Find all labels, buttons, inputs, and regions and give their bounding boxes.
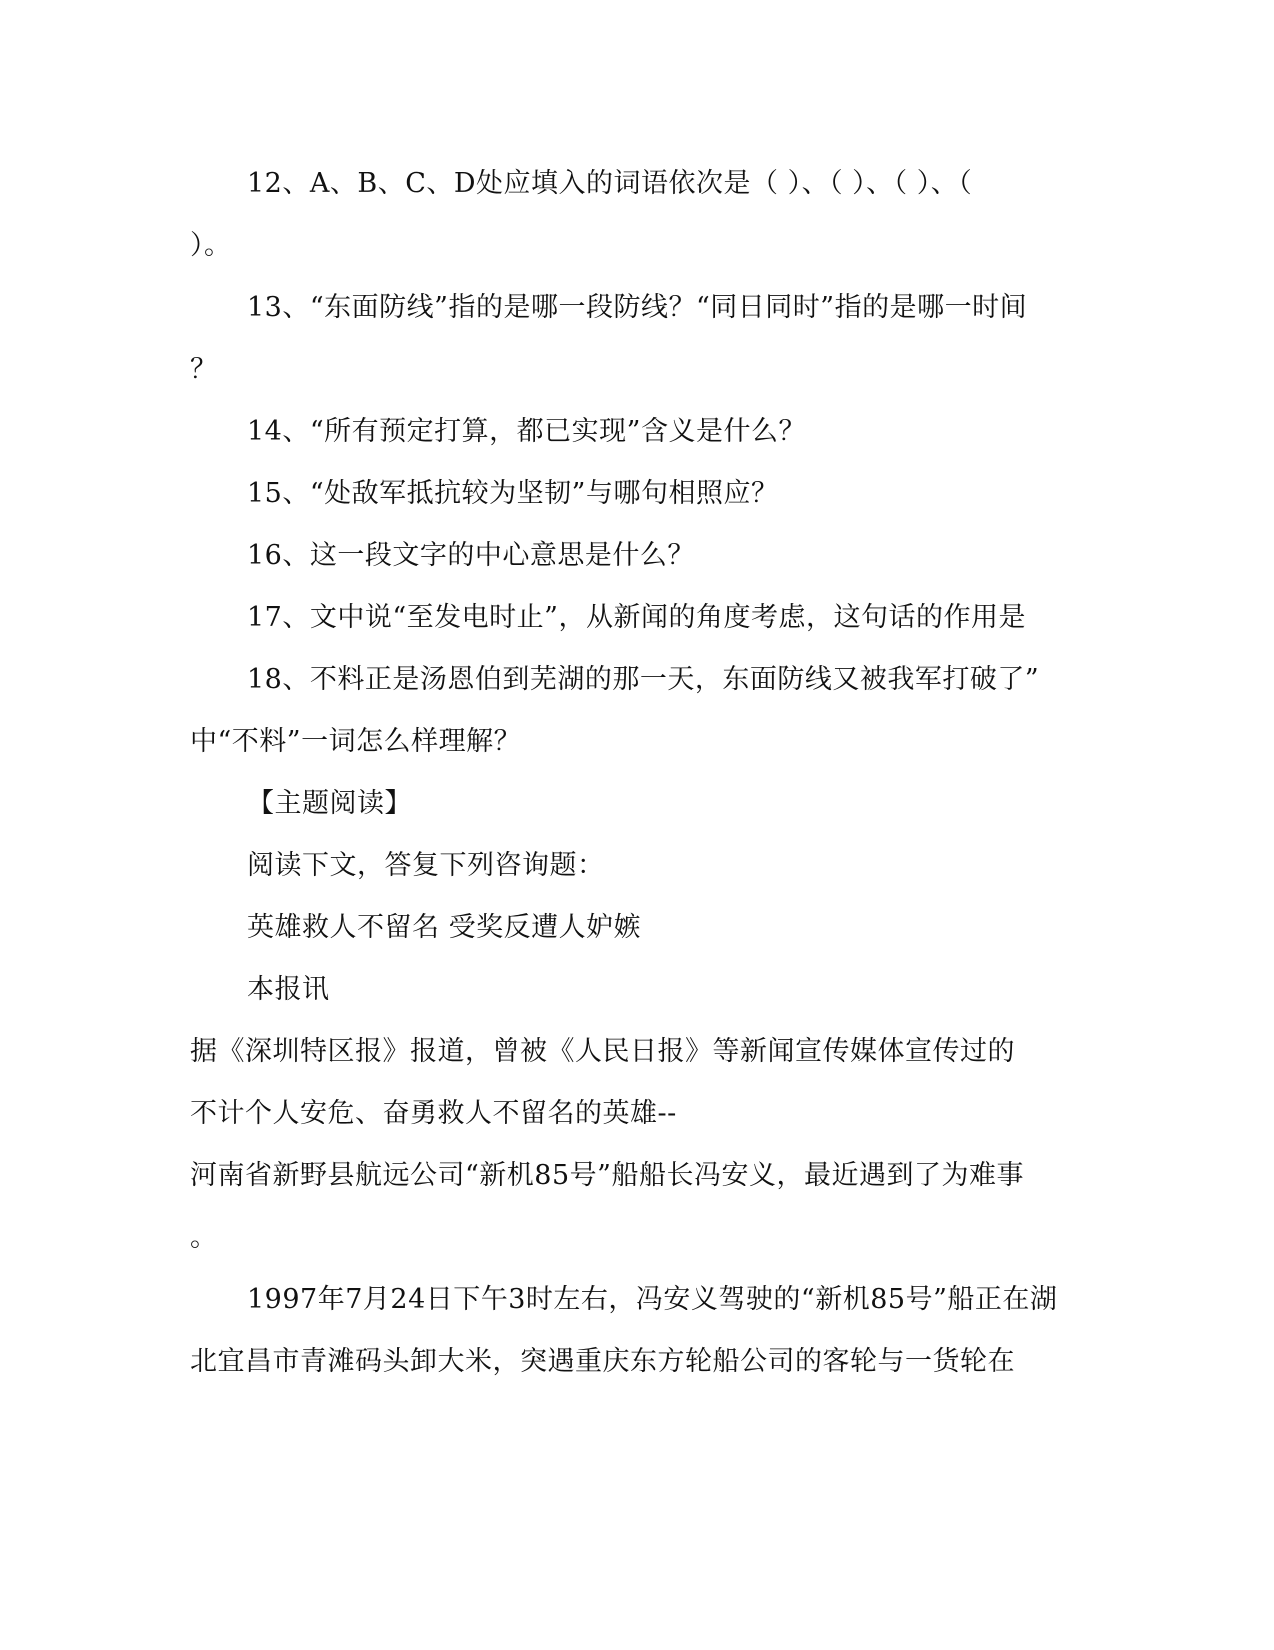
question-13-line-2: ？: [190, 354, 218, 385]
article-paragraph-2-line-2: 北宜昌市青滩码头卸大米，突遇重庆东方轮船公司的客轮与一货轮在: [190, 1346, 1015, 1377]
question-18-line-2: 中“不料”一词怎么样理解？: [190, 726, 522, 757]
article-paragraph-1-line-3: 河南省新野县航远公司“新机85号”船船长冯安义，最近遇到了为难事: [190, 1160, 1024, 1191]
question-18-line-1: 18、不料正是汤恩伯到芜湖的那一天，东面防线又被我军打破了”: [247, 664, 1040, 695]
article-paragraph-1-line-1: 据《深圳特区报》报道，曾被《人民日报》等新闻宣传媒体宣传过的: [190, 1036, 1015, 1067]
article-paragraph-1-line-2: 不计个人安危、奋勇救人不留名的英雄--: [190, 1098, 677, 1129]
question-15: 15、“处敌军抵抗较为坚韧”与哪句相照应？: [247, 478, 779, 509]
section-heading: 【主题阅读】: [247, 788, 412, 819]
question-12-line-2: ）。: [190, 230, 232, 261]
question-12-line-1: 12、A、B、C、D处应填入的词语依次是（ ）、（ ）、（ ）、（: [247, 168, 973, 199]
article-byline: 本报讯: [247, 974, 330, 1005]
article-paragraph-2-line-1: 1997年7月24日下午3时左右，冯安义驾驶的“新机85号”船正在湖: [247, 1284, 1058, 1315]
question-16: 16、这一段文字的中心意思是什么？: [247, 540, 695, 571]
question-13-line-1: 13、“东面防线”指的是哪一段防线？“同日同时”指的是哪一时间: [247, 292, 1028, 323]
question-17: 17、文中说“至发电时止”，从新闻的角度考虑，这句话的作用是: [247, 602, 1026, 633]
reading-instruction: 阅读下文，答复下列咨询题：: [247, 850, 605, 881]
article-paragraph-1-line-4: 。: [190, 1222, 218, 1253]
question-14: 14、“所有预定打算，都已实现”含义是什么？: [247, 416, 806, 447]
article-title: 英雄救人不留名 受奖反遭人妒嫉: [247, 912, 642, 943]
